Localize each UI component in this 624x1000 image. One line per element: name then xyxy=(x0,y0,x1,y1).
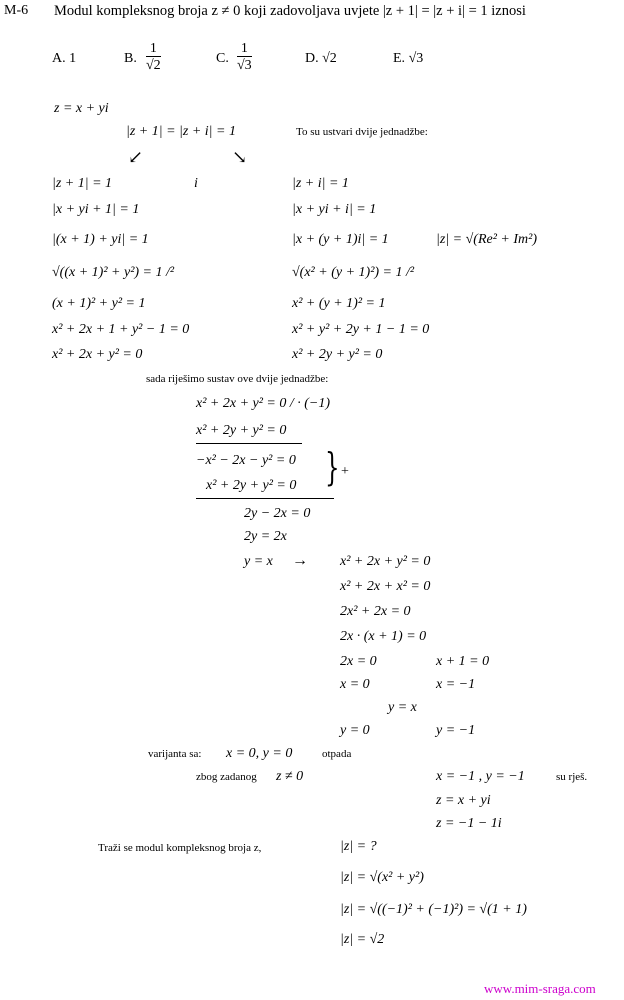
reason-condition: z ≠ 0 xyxy=(276,769,304,784)
y-left: y = 0 xyxy=(340,723,370,738)
underline-rule xyxy=(196,443,302,444)
option-d xyxy=(305,52,337,66)
option-b-fraction xyxy=(146,42,161,73)
option-a xyxy=(52,52,76,66)
arrow-right-icon: ↘ xyxy=(232,147,248,167)
implies-arrow-icon: → xyxy=(292,552,308,569)
z-form: z = x + yi xyxy=(436,793,491,808)
fraction-denominator: √3 xyxy=(237,58,252,73)
right-step-4: √(x² + (y + 1)²) = 1 /² xyxy=(292,265,415,280)
left-step-1: |z + 1| = 1 xyxy=(52,176,113,191)
option-letter: D. xyxy=(305,51,319,66)
solution-values: x = −1 , y = −1 xyxy=(436,769,525,784)
sum-step-3: y = x xyxy=(244,554,273,569)
system-eq-2: x² + 2y + y² = 0 xyxy=(196,423,287,438)
z-definition: z = x + yi xyxy=(54,101,109,116)
connector-i: i xyxy=(194,176,198,191)
variant-text: varijanta sa: xyxy=(148,748,202,760)
option-b-letter: B. xyxy=(124,51,137,66)
task-id: M-6 xyxy=(4,3,29,18)
right-step-3: |x + (y + 1)i| = 1 xyxy=(292,232,389,247)
conditions: |z + 1| = |z + i| = 1 xyxy=(126,124,236,139)
option-c-fraction xyxy=(237,42,252,73)
option-value: 1 xyxy=(69,51,77,66)
modulus-step-4: |z| = √2 xyxy=(340,932,385,947)
modulus-step-1: |z| = ? xyxy=(340,839,377,854)
modulus-step-2: |z| = √(x² + y²) xyxy=(340,870,424,885)
left-step-5: (x + 1)² + y² = 1 xyxy=(52,296,146,311)
subst-step-1: x² + 2x + y² = 0 xyxy=(340,554,431,569)
left-step-3: |(x + 1) + yi| = 1 xyxy=(52,232,149,247)
brace-right-icon: } xyxy=(325,445,340,489)
left-step-4: √((x + 1)² + y²) = 1 /² xyxy=(52,265,175,280)
option-e xyxy=(393,52,423,66)
subst-step-3: 2x² + 2x = 0 xyxy=(340,604,411,619)
plus-sign: + xyxy=(341,464,349,479)
solution-word: su rješ. xyxy=(556,771,588,783)
option-letter: A. xyxy=(52,51,66,66)
subst-step-2: x² + 2x + x² = 0 xyxy=(340,579,431,594)
system-eq-4: x² + 2y + y² = 0 xyxy=(206,478,297,493)
root-right-2: x = −1 xyxy=(436,677,476,692)
fraction-numerator: 1 xyxy=(149,41,157,56)
right-step-7: x² + 2y + y² = 0 xyxy=(292,347,383,362)
variant-values: x = 0, y = 0 xyxy=(226,746,293,761)
right-step-6: x² + y² + 2y + 1 − 1 = 0 xyxy=(292,322,430,337)
sum-step-1: 2y − 2x = 0 xyxy=(244,506,311,521)
modulus-formula: |z| = √(Re² + Im²) xyxy=(436,232,537,247)
right-step-1: |z + i| = 1 xyxy=(292,176,349,191)
rejected-text: otpada xyxy=(322,748,352,760)
z-value: z = −1 − 1i xyxy=(436,816,502,831)
reason-text: zbog zadanog xyxy=(196,771,257,783)
fraction-numerator: 1 xyxy=(240,41,248,56)
footer-url[interactable]: www.mim-sraga.com xyxy=(484,981,596,996)
option-value: √3 xyxy=(408,51,424,66)
fraction-denominator: √2 xyxy=(146,58,161,73)
note-two-equations: To su ustvari dvije jednadžbe: xyxy=(296,126,428,138)
root-left-2: x = 0 xyxy=(340,677,370,692)
y-equals-x: y = x xyxy=(388,700,417,715)
subst-step-4: 2x · (x + 1) = 0 xyxy=(340,629,427,644)
modulus-step-3: |z| = √((−1)² + (−1)²) = √(1 + 1) xyxy=(340,902,527,917)
left-step-6: x² + 2x + 1 + y² − 1 = 0 xyxy=(52,322,190,337)
system-note: sada riješimo sustav ove dvije jednadžbe: xyxy=(146,373,329,385)
sum-rule xyxy=(196,498,334,499)
root-left-1: 2x = 0 xyxy=(340,654,377,669)
option-value: √2 xyxy=(322,51,337,66)
right-step-5: x² + (y + 1)² = 1 xyxy=(292,296,386,311)
left-step-2: |x + yi + 1| = 1 xyxy=(52,202,140,217)
question-text: Modul kompleksnog broja z ≠ 0 koji zadovoljava uvjete |z + 1| = |z + i| = 1 iznosi xyxy=(54,3,526,19)
y-right: y = −1 xyxy=(436,723,476,738)
arrow-left-icon: ↙ xyxy=(128,147,144,167)
option-c-letter: C. xyxy=(216,51,229,66)
seek-text: Traži se modul kompleksnog broja z, xyxy=(98,842,262,854)
sum-step-2: 2y = 2x xyxy=(244,529,287,544)
system-eq-1: x² + 2x + y² = 0 / · (−1) xyxy=(196,396,331,411)
system-eq-3: −x² − 2x − y² = 0 xyxy=(196,453,296,468)
left-step-7: x² + 2x + y² = 0 xyxy=(52,347,143,362)
option-letter: E. xyxy=(393,51,406,66)
root-right-1: x + 1 = 0 xyxy=(436,654,490,669)
right-step-2: |x + yi + i| = 1 xyxy=(292,202,377,217)
